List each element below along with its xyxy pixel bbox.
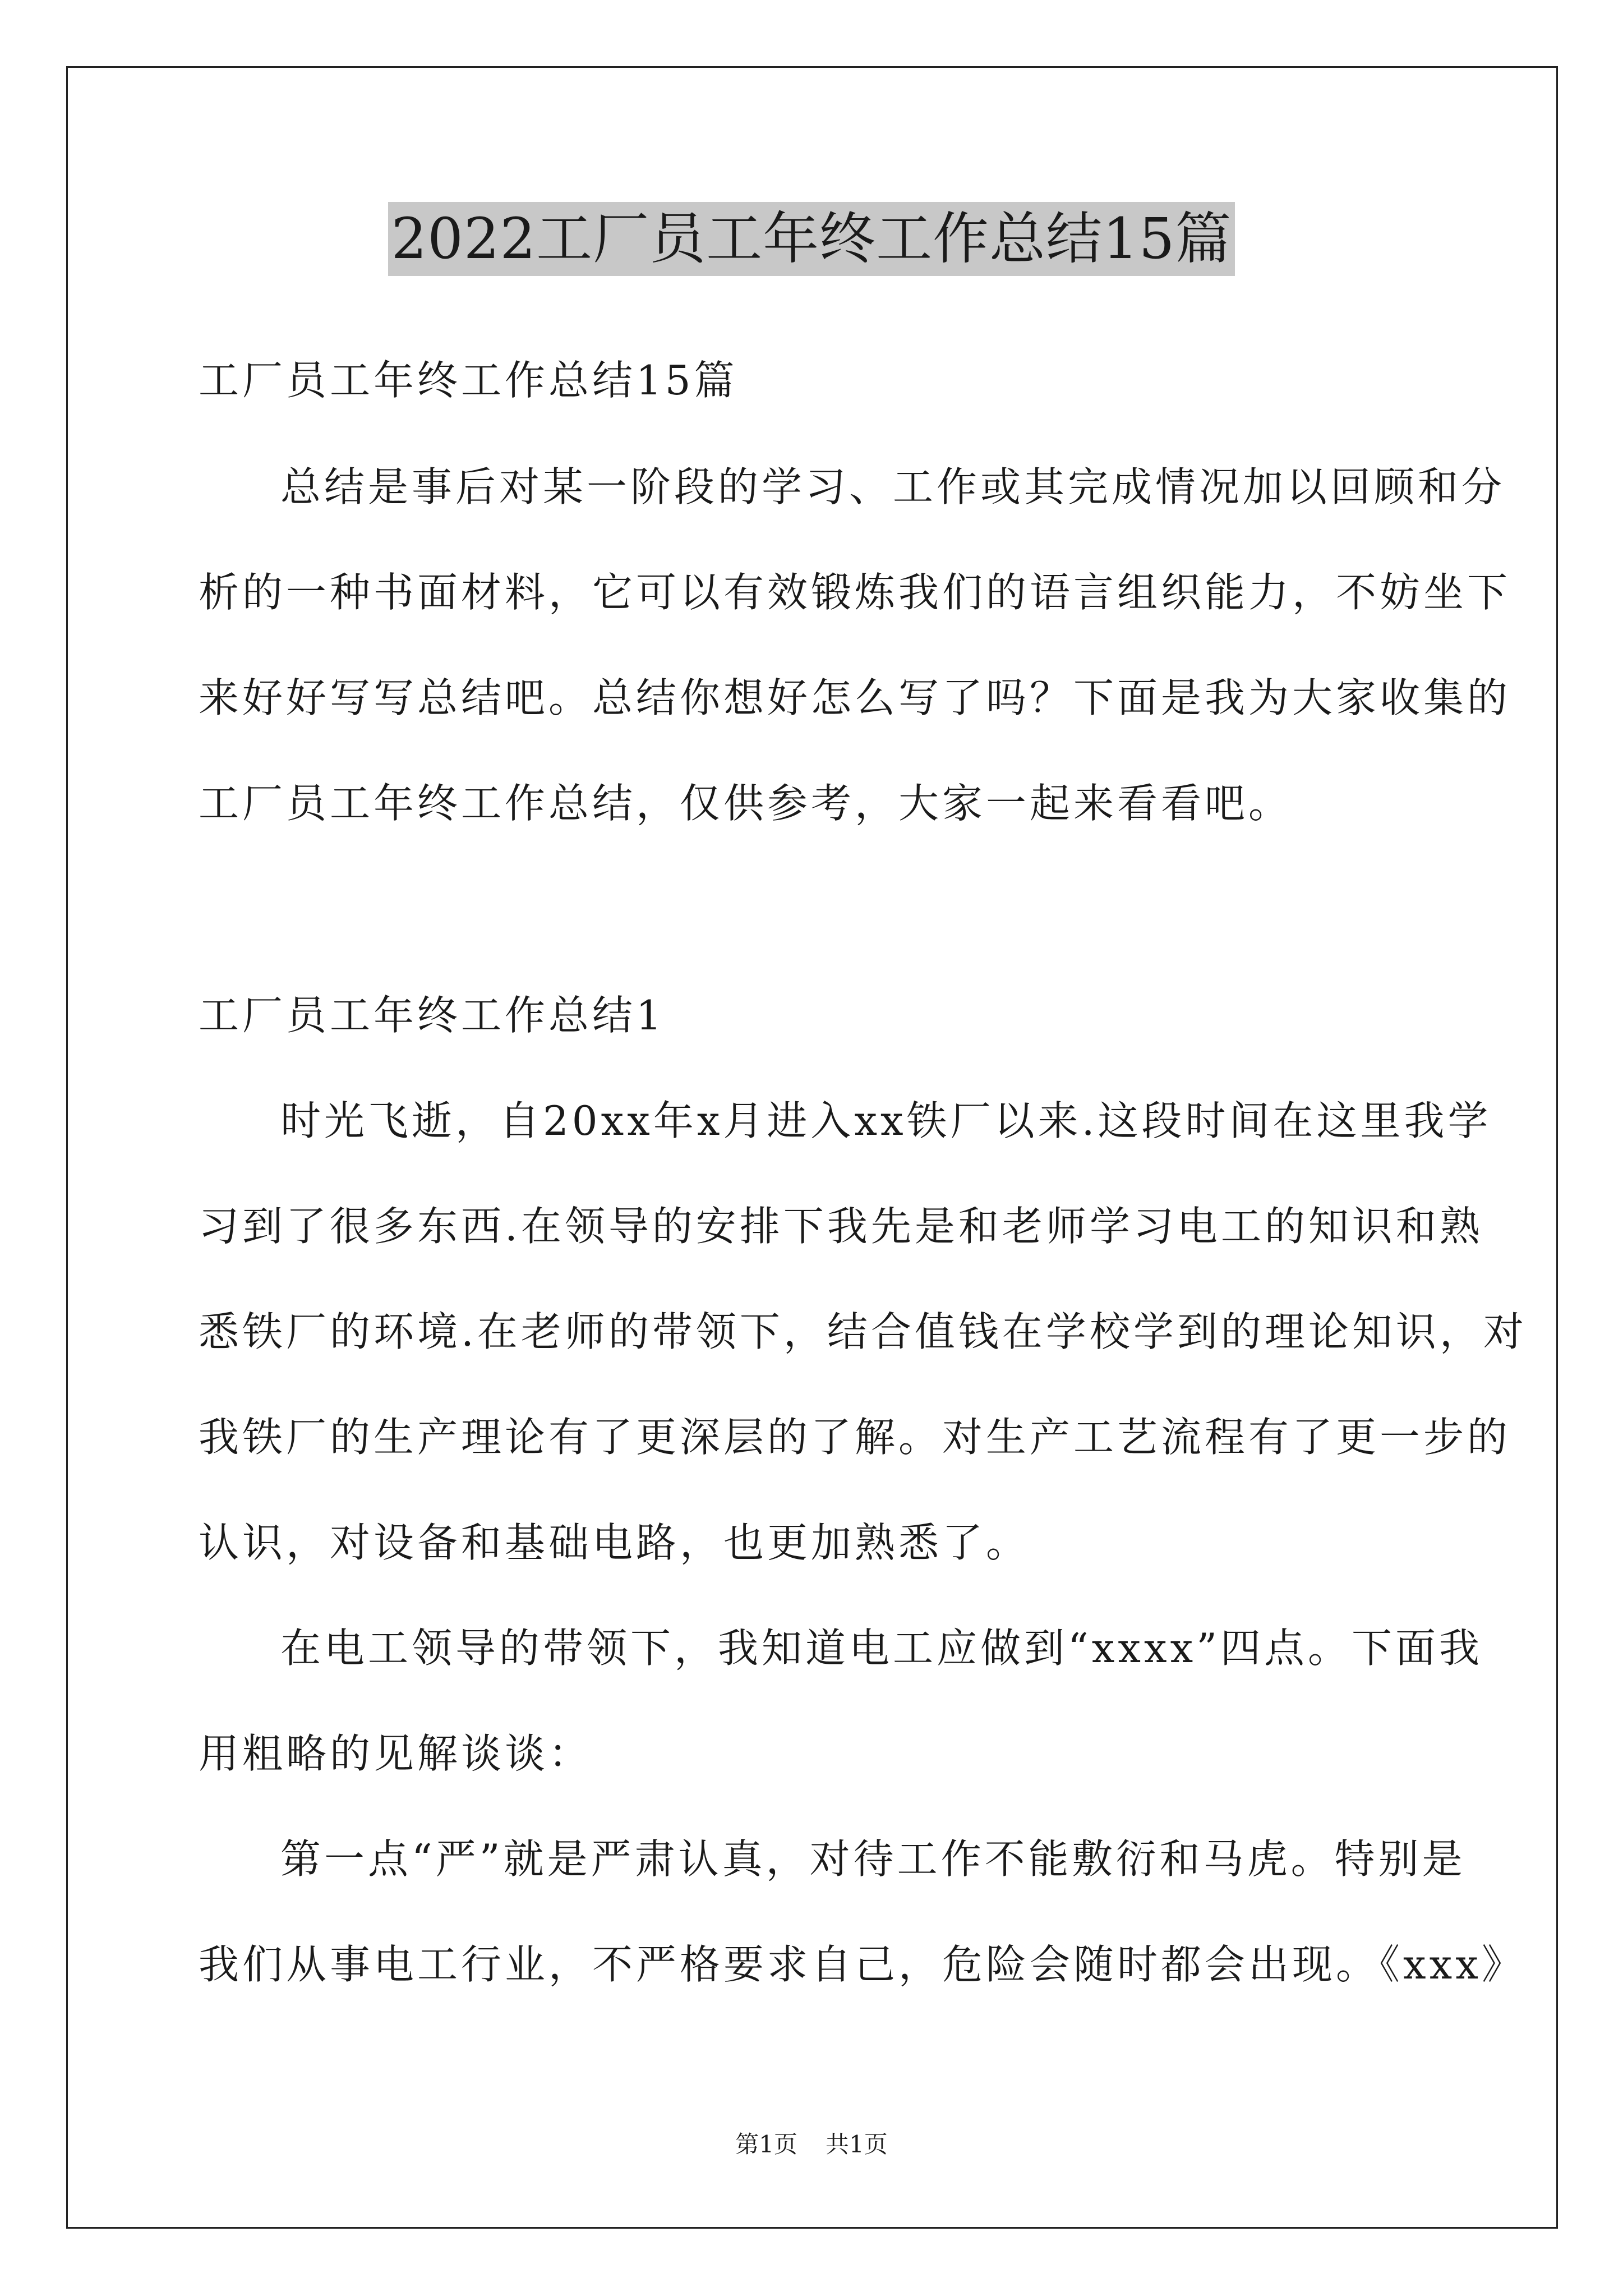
intro-line: 总结是事后对某一阶段的学习、工作或其完成情况加以回顾和分 [280,463,1506,510]
body-line: 习到了很多东西.在领导的安排下我先是和老师学习电工的知识和熟 [199,1203,1483,1250]
intro-line: 析的一种书面材料，它可以有效锻炼我们的语言组织能力，不妨坐下 [199,569,1511,616]
intro-line: 工厂员工年终工作总结，仅供参考，大家一起来看看吧。 [199,780,1293,827]
body-line: 在电工领导的带领下，我知道电工应做到“xxxx”四点。下面我 [280,1625,1483,1672]
section-heading: 工厂员工年终工作总结1 [199,992,665,1039]
page-number-current: 第1页 [735,2131,797,2158]
page-number-total: 共1页 [826,2131,888,2158]
title-container [0,202,1623,276]
body-line: 我们从事电工行业，不严格要求自己，危险会随时都会出现。《xxx》 [199,1941,1525,1988]
body-line: 我铁厂的生产理论有了更深层的了解。对生产工艺流程有了更一步的 [199,1414,1511,1461]
page-footer [0,2129,1623,2160]
document-title: 2022工厂员工年终工作总结15篇 [388,202,1235,276]
intro-line: 来好好写写总结吧。总结你想好怎么写了吗？下面是我为大家收集的 [199,674,1511,721]
body-line: 认识，对设备和基础电路，也更加熟悉了。 [199,1519,1030,1566]
body-line: 第一点“严”就是严肃认真，对待工作不能敷衍和马虎。特别是 [280,1835,1466,1883]
body-line: 用粗略的见解谈谈： [199,1730,593,1777]
body-line: 时光飞逝，自20xx年x月进入xx铁厂以来.这段时间在这里我学 [280,1097,1492,1144]
document-subtitle: 工厂员工年终工作总结15篇 [199,357,738,404]
body-line: 悉铁厂的环境.在老师的带领下，结合值钱在学校学到的理论知识，对 [199,1308,1527,1355]
